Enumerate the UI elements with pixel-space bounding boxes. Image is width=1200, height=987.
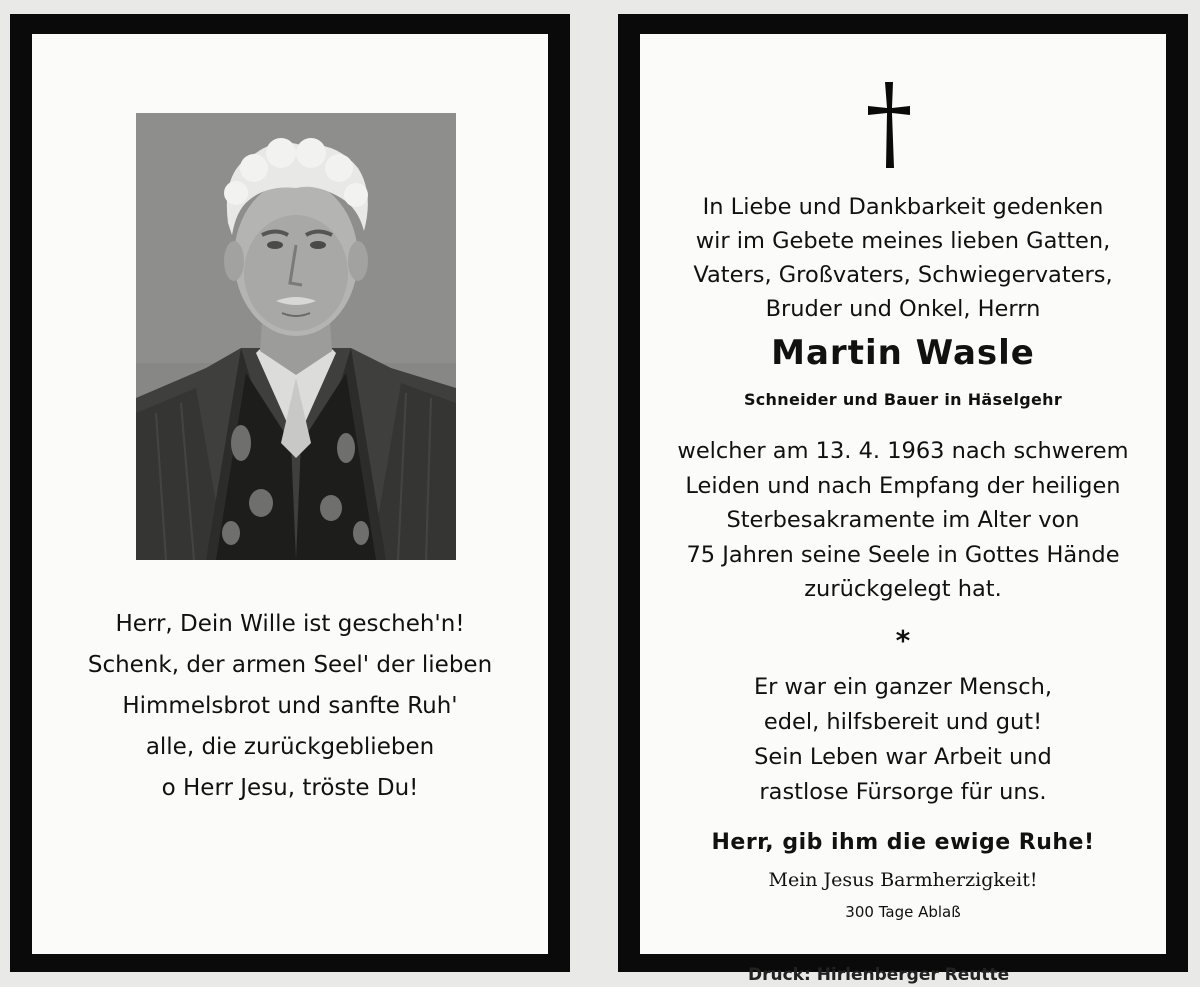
verse-left — [32, 604, 548, 809]
death-line: welcher am 13. 4. 1963 nach schwerem — [677, 438, 1129, 464]
verse-line: alle, die zurückgeblieben — [145, 734, 435, 760]
death-text — [640, 434, 1166, 607]
tribute-line: Er war ein ganzer Mensch, — [753, 674, 1053, 700]
deceased-name: Martin Wasle — [771, 333, 1035, 373]
verse-line: Herr, Dein Wille ist gescheh'n! — [115, 611, 465, 637]
tribute-line: Sein Leben war Arbeit und — [754, 744, 1052, 770]
prayer-line: Herr, gib ihm die ewige Ruhe! — [711, 830, 1095, 855]
verse-line: Schenk, der armen Seel' der lieben — [87, 652, 493, 678]
mercy-line: Mein Jesus Barmherzigkeit! — [768, 869, 1038, 891]
memorial-card-right — [618, 14, 1188, 972]
occupation: Schneider und Bauer in Häselgehr — [743, 390, 1063, 409]
indulgence-line: 300 Tage Ablaß — [845, 903, 961, 921]
printer-imprint-text: Druck: Hirlenberger Reutte — [748, 965, 1010, 985]
death-line: Leiden und nach Empfang der heiligen — [685, 472, 1121, 499]
intro-text — [640, 190, 1166, 326]
death-line: zurückgelegt hat. — [804, 576, 1002, 602]
cross-icon — [868, 82, 910, 168]
memorial-card-left — [10, 14, 570, 972]
tribute-text — [640, 670, 1166, 810]
printer-imprint — [748, 960, 1048, 987]
asterisk-divider: * — [895, 624, 911, 657]
death-line: Sterbesakramente im Alter von — [726, 507, 1080, 533]
intro-line: Bruder und Onkel, Herrn — [765, 296, 1041, 322]
intro-line: In Liebe und Dankbarkeit gedenken — [702, 194, 1104, 220]
portrait-photo — [136, 113, 456, 560]
verse-line: o Herr Jesu, tröste Du! — [161, 775, 419, 801]
death-line: 75 Jahren seine Seele in Gottes Hände — [686, 541, 1120, 568]
tribute-line: rastlose Fürsorge für uns. — [759, 779, 1047, 805]
intro-line: wir im Gebete meines lieben Gatten, — [695, 228, 1111, 254]
intro-line: Vaters, Großvaters, Schwiegervaters, — [693, 262, 1113, 288]
tribute-line: edel, hilfsbereit und gut! — [763, 709, 1043, 735]
verse-line: Himmelsbrot und sanfte Ruh' — [122, 693, 458, 719]
